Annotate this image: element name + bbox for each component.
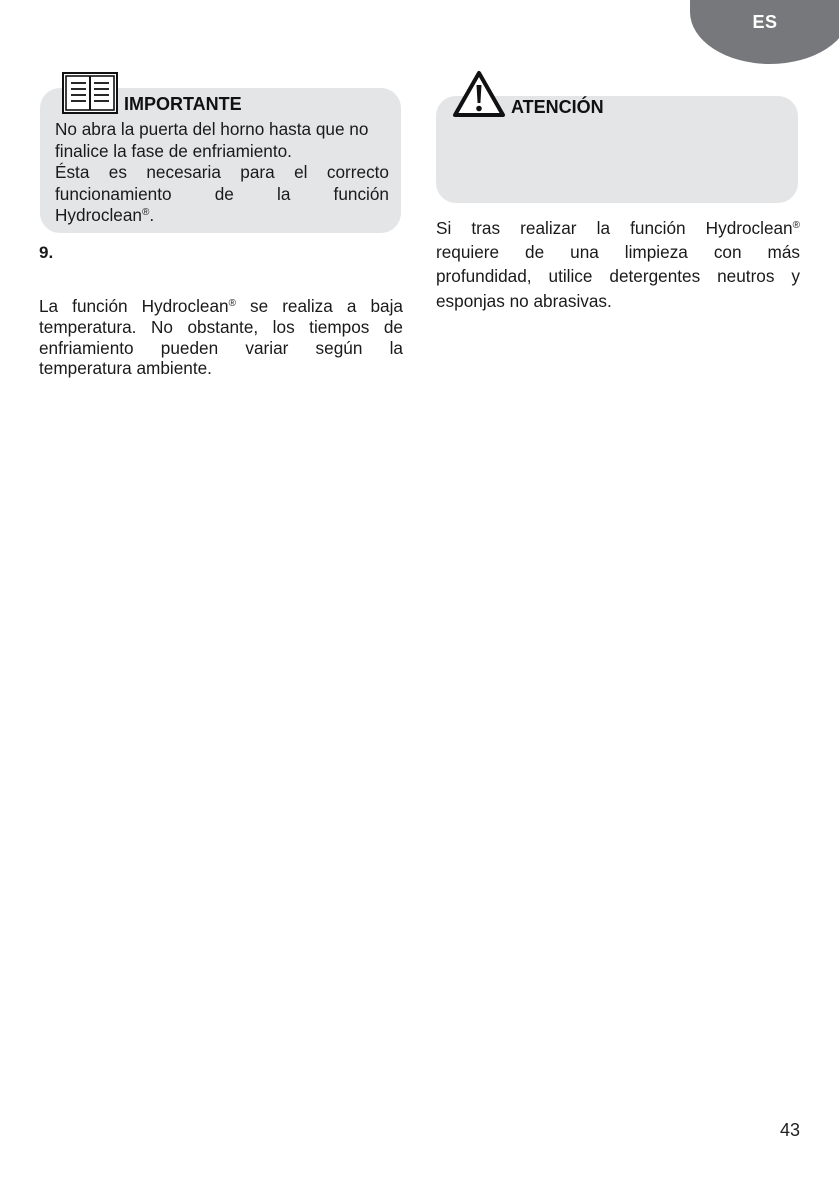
language-tab	[690, 0, 839, 64]
left-line-4: temperatura ambiente.	[39, 358, 212, 379]
left-line-3: enfriamiento pueden variar según la	[39, 337, 403, 358]
important-line-5-end: .	[149, 205, 155, 225]
registered-mark: ®	[141, 207, 150, 218]
important-line-2: finalice la fase de enfriamiento.	[55, 140, 292, 161]
right-line-3: profundidad, utilice detergentes neutros y	[436, 266, 800, 287]
left-line-2: temperatura. No obstante, los tiempos de	[39, 316, 403, 337]
right-line-2: requiere de una limpieza con más	[436, 242, 800, 263]
language-tab-label: ES	[752, 12, 778, 32]
important-title: IMPORTANTE	[124, 94, 242, 114]
open-book-icon	[62, 72, 118, 114]
left-line-1-b: se realiza a baja	[235, 296, 403, 316]
right-line-1-a: Si tras realizar la función Hydroclean	[436, 218, 793, 238]
important-line-4: funcionamiento de la función	[55, 183, 389, 204]
registered-mark: ®	[228, 298, 236, 309]
left-paragraph	[39, 296, 403, 379]
page-number: 43	[779, 1120, 800, 1140]
left-line-1-a: La función Hydroclean	[39, 296, 229, 316]
right-paragraph	[436, 216, 800, 313]
important-line-1: No abra la puerta del horno hasta que no	[55, 119, 369, 139]
section-number: 9.	[39, 243, 54, 262]
right-line-1	[436, 216, 800, 240]
left-line-1	[39, 296, 403, 317]
important-line-5	[55, 205, 389, 227]
important-line-3: Ésta es necesaria para el correcto	[55, 162, 389, 182]
registered-mark: ®	[792, 220, 800, 231]
important-notice-text	[55, 119, 389, 227]
important-line-5-text: Hydroclean	[55, 205, 142, 225]
right-line-4: esponjas no abrasivas.	[436, 290, 612, 311]
warning-triangle-icon	[452, 70, 506, 118]
attention-title: ATENCIÓN	[511, 97, 604, 117]
